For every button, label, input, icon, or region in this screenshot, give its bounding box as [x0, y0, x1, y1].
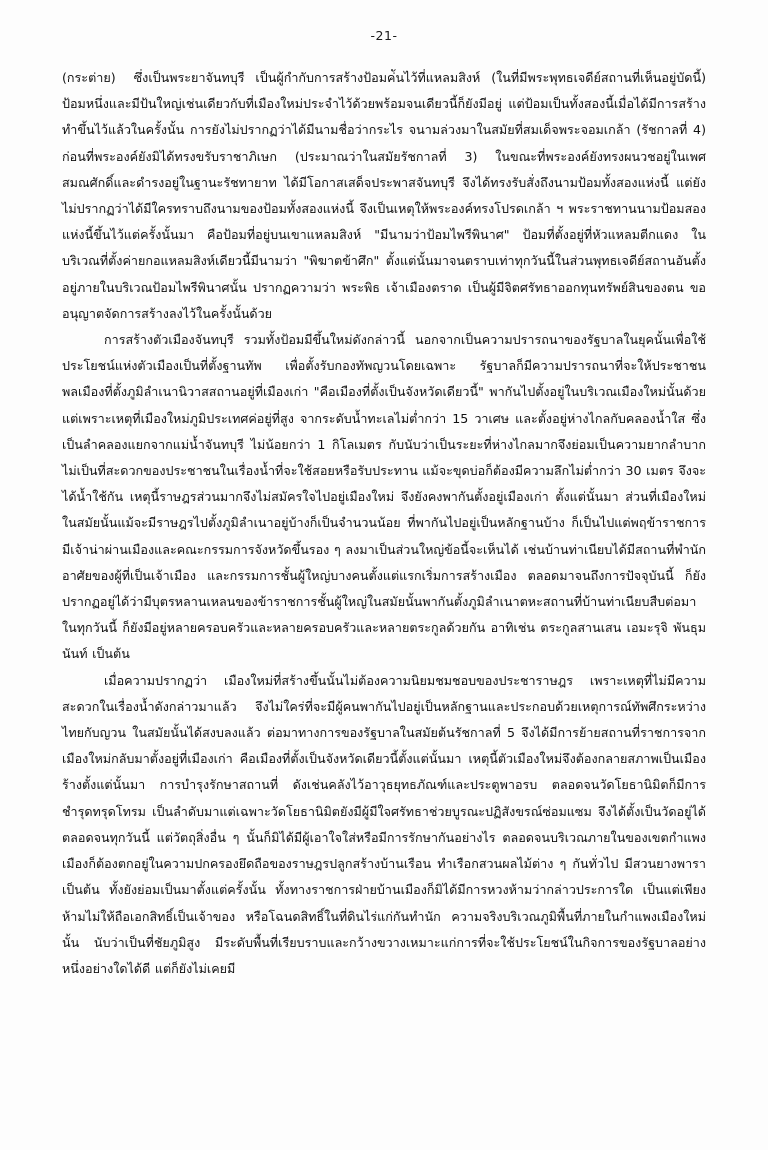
- page-number: -21-: [370, 28, 398, 43]
- paragraph-1-lead-label: (กระต่าย): [62, 70, 116, 85]
- paragraph-1-text: ซึ่งเป็นพระยาจันทบุรี เป็นผู้กำกับการสร้างป้อมค่ันไว้ที่แหลมสิงห์ (ในที่มีพระพุทธเจดีย์สถานที่เห็นอยู่บัดนี้) ป้อมหนึ่งและมีป้นใหญ่เช่นเดียวกับที่เมืองใหม่ประจำไว้ด้วยพร้อมจนเดียวนี้ก็ยังมีอยู่ แต่ป้อมเป็นทั้งสองนี้เมื่อได้มีการสร้างทำขึ้นไว้แล้วในครั้งนั้น การยังไม่ปรากฏว่าได้มีนามชื่อว่ากระไร จนามล่วงมาในสมัยที่สมเด็จพระจอมเกล้า (รัชกาลที่ 4) ก่อนที่พระองค์ยังมิได้ทรงขรับราชาภิเษก (ประมาณว่าในสมัยรัชกาลที่ 3) ในขณะที่พระองค์ยังทรงผนวชอยู่ในเพศสมณศักดิ์และดำรงอยู่ในฐานะรัชทายาท ได้มีโอกาสเสด็จประพาสจันทบุรี จึงได้ทรงรับสั่งถึงนามป้อมทั้งสองแห่งนี้ แต่ยังไม่ปรากฏว่าได้มีใครทราบถึงนามของป้อมทั้งสองแห่งนี้ จึงเป็นเหตุให้พระองค์ทรงโปรดเกล้า ฯ พระราชทานนามป้อมสองแห่งนี้ขึ้นไว้แต่ครั้งนั้นมา คือป้อมที่อยู่บนเขาแหลมสิงห์ "มีนามว่าป้อมไพรีพินาศ" ป้อมที่ตั้งอยู่ที่หัวแหลมตีกแดง ในบริเวณที่ตั้งค่ายกอแหลมสิงห์เดียวนี้มีนามว่า "พิฆาตข้าศึก" ตั้งแต่นั้นมาจนตราบเท่าทุกวันนี้ในส่วนพุทธเจดีย์สถานอันตั้งอยู่ภายในบริเวณป้อมไพรีพินาศนั้น ปรากฏความว่า พระพิธ เจ้าเมืองตราด เป็นผู้มีจิตศรัทธาออกทุนทรัพย์สินของตน ขออนุญาตจัดการสร้างลงไว้ในครั้งนั้นด้วย: [62, 70, 706, 321]
- paragraph-1: [62, 65, 706, 327]
- paragraph-3: [62, 668, 706, 982]
- paragraph-2: [62, 327, 706, 668]
- document-body: [62, 65, 706, 982]
- paragraph-3-text: เมื่อความปรากฏว่า เมืองใหม่ที่สร้างขึ้นนั้นไม่ต้องความนิยมชมชอบของประชาราษฎร เพราะเหตุที่ไม่มีความสะดวกในเรื่องน้ำดังกล่าวมาแล้ว จึงไม่ใคร่ที่จะมีผู้คนพากันไปอยู่เป็นหลักฐานและประกอบด้วยเหตุการณ์ทัพศึกระหว่างไทยกับญวน ในสมัยนั้นได้สงบลงแล้ว ต่อมาทางการของรัฐบาลในสมัยต้นรัชกาลที่ 5 จึงได้มีการย้ายสถานที่ราชการจากเมืองใหม่กลับมาตั้งอยู่ที่เมืองเก่า คือเมืองที่ตั้งเป็นจังหวัดเดียวนี้ตั้งแต่นั้นมา เหตุนี้ตัวเมืองใหม่จึงต้องกลายสภาพเป็นเมืองร้างตั้งแต่นั้นมา การบำรุงรักษาสถานที่ ดังเช่นคลังไว้อาวุธยุทธภัณฑ์และประตูพาอรบ ตลอดจนวัดโยธานิมิตก็มีการชำรุดทรุดโทรม เป็นลำดับมาแต่เฉพาะวัดโยธานิมิตยังมีผู้มีใจศรัทธาช่วยบูรณะปฏิสังขรณ์ซ่อมแซม จึงได้ตั้งเป็นวัดอยู่ได้ตลอดจนทุกวันนี้ แต่วัตถุสิ่งอื่น ๆ นั้นก็มิได้มีผู้เอาใจใส่หรือมีการรักษากันอย่างไร ตลอดจนบริเวณภายในของเขตกำแพงเมืองก็ต้องตกอยู่ในความปกครองยึดถือของราษฎรปลูกสร้างบ้านเรือน ทำเรือกสวนผลไม้ต่าง ๆ กันทั่วไป มีสวนยางพาราเป็นต้น ทั้งยังย่อมเป็นมาตั้งแต่ครั้งนั้น ทั้งทางราชการฝ่ายบ้านเมืองก็มิได้มีการหวงห้ามว่ากล่าวประการใด เป็นแต่เพียงห้ามไม่ให้ถือเอกสิทธิ์เป็นเจ้าของ หรือโฉนดสิทธิ์ในที่ดินไร่แก่กันทำนัก ความจริงบริเวณภูมิพื้นที่ภายในกำแพงเมืองใหม่นั้น นับว่าเป็นที่ชัยภูมิสูง มีระดับพื้นที่เรียบราบและกว้างขวางเหมาะแก่การที่จะใช้ประโยชน์ในกิจการของรัฐบาลอย่างหนึ่งอย่างใดได้ดี แต่ก็ยังไม่เคยมี: [62, 672, 706, 976]
- paragraph-2-text: การสร้างตัวเมืองจันทบุรี รวมทั้งป้อมมีขึ้นใหม่ดังกล่าวนี้ นอกจากเป็นความปรารถนาของรัฐบาลในยุคนั้นเพื่อใช้ประโยชน์แห่งตัวเมืองเป็นที่ตั้งฐานทัพ เพื่อตั้งรับกองทัพญวนโดยเฉพาะ รัฐบาลก็มีความปรารถนาที่จะให้ประชาชน พลเมืองที่ตั้งภูมิลำเนานิวาสสถานอยู่ที่เมืองเก่า "คือเมืองที่ตั้งเป็นจังหวัดเดียวนี้" พากันไปตั้งอยู่ในบริเวณเมืองใหม่นั้นด้วย แต่เพราะเหตุที่เมืองใหม่ภูมิประเทศค่อยู่ที่สูง จากระดับน้ำทะเลไม่ต่ำกว่า 15 วาเศษ และตั้งอยู่ห่างไกลกับคลองน้ำใส ซึ่งเป็นลำคลองแยกจากแม่น้ำจันทบุรี ไม่น้อยกว่า 1 กิโลเมตร กับนับว่าเป็นระยะที่ห่างไกลมากจึงย่อมเป็นความยากลำบากไม่เป็นที่สะดวกของประชาชนในเรื่องน้ำที่จะใช้สอยหรือรับประทาน แม้จะขุดบ่อก็ต้องมีความลึกไม่ต่ำกว่า 30 เมตร จึงจะได้น้ำใช้กัน เหตุนี้ราษฎรส่วนมากจึงไม่สมัครใจไปอยู่เมืองใหม่ จึงยังคงพากันตั้งอยู่เมืองเก่า ตั้งแต่นั้นมา ส่วนที่เมืองใหม่ในสมัยนั้นแม้จะมีราษฎรไปตั้งภูมิลำเนาอยู่บ้างก็เป็นจำนวนน้อย ที่พากันไปอยู่เป็นหลักฐานบ้าง ก็เป็นไปแต่พฤข้าราชการมีเจ้าน่าผ่านเมืองและคณะกรรมการจังหวัดขึ้นรอง ๆ ลงมาเป็นส่วนใหญ่ข้อนี้จะเห็นได้ เช่นบ้านท่าเนียบได้มีสถานที่พำนักอาศัยของผู้ที่เป็นเจ้าเมือง และกรรมการชั้นผู้ใหญ่บางคนตั้งแต่แรกเริ่มการสร้างเมือง ตลอดมาจนถึงการปัจจุบันนี้ ก็ยังปรากฏอยู่ได้ว่ามีบุตรหลานเหลนของข้าราชการชั้นผู้ใหญ่ในสมัยนั้นพากันตั้งภูมิลำเนาตหะสถานที่บ้านท่าเนียบสืบต่อมาในทุกวันนี้ ก็ยังมีอยู่หลายครอบครัวและหลายครอบครัวและหลายตระกูลด้วยกัน อาทิเช่น ตระกูลสานเสน เอมะรุจิ พันธุมนันท์ เป็นต้น: [62, 332, 706, 662]
